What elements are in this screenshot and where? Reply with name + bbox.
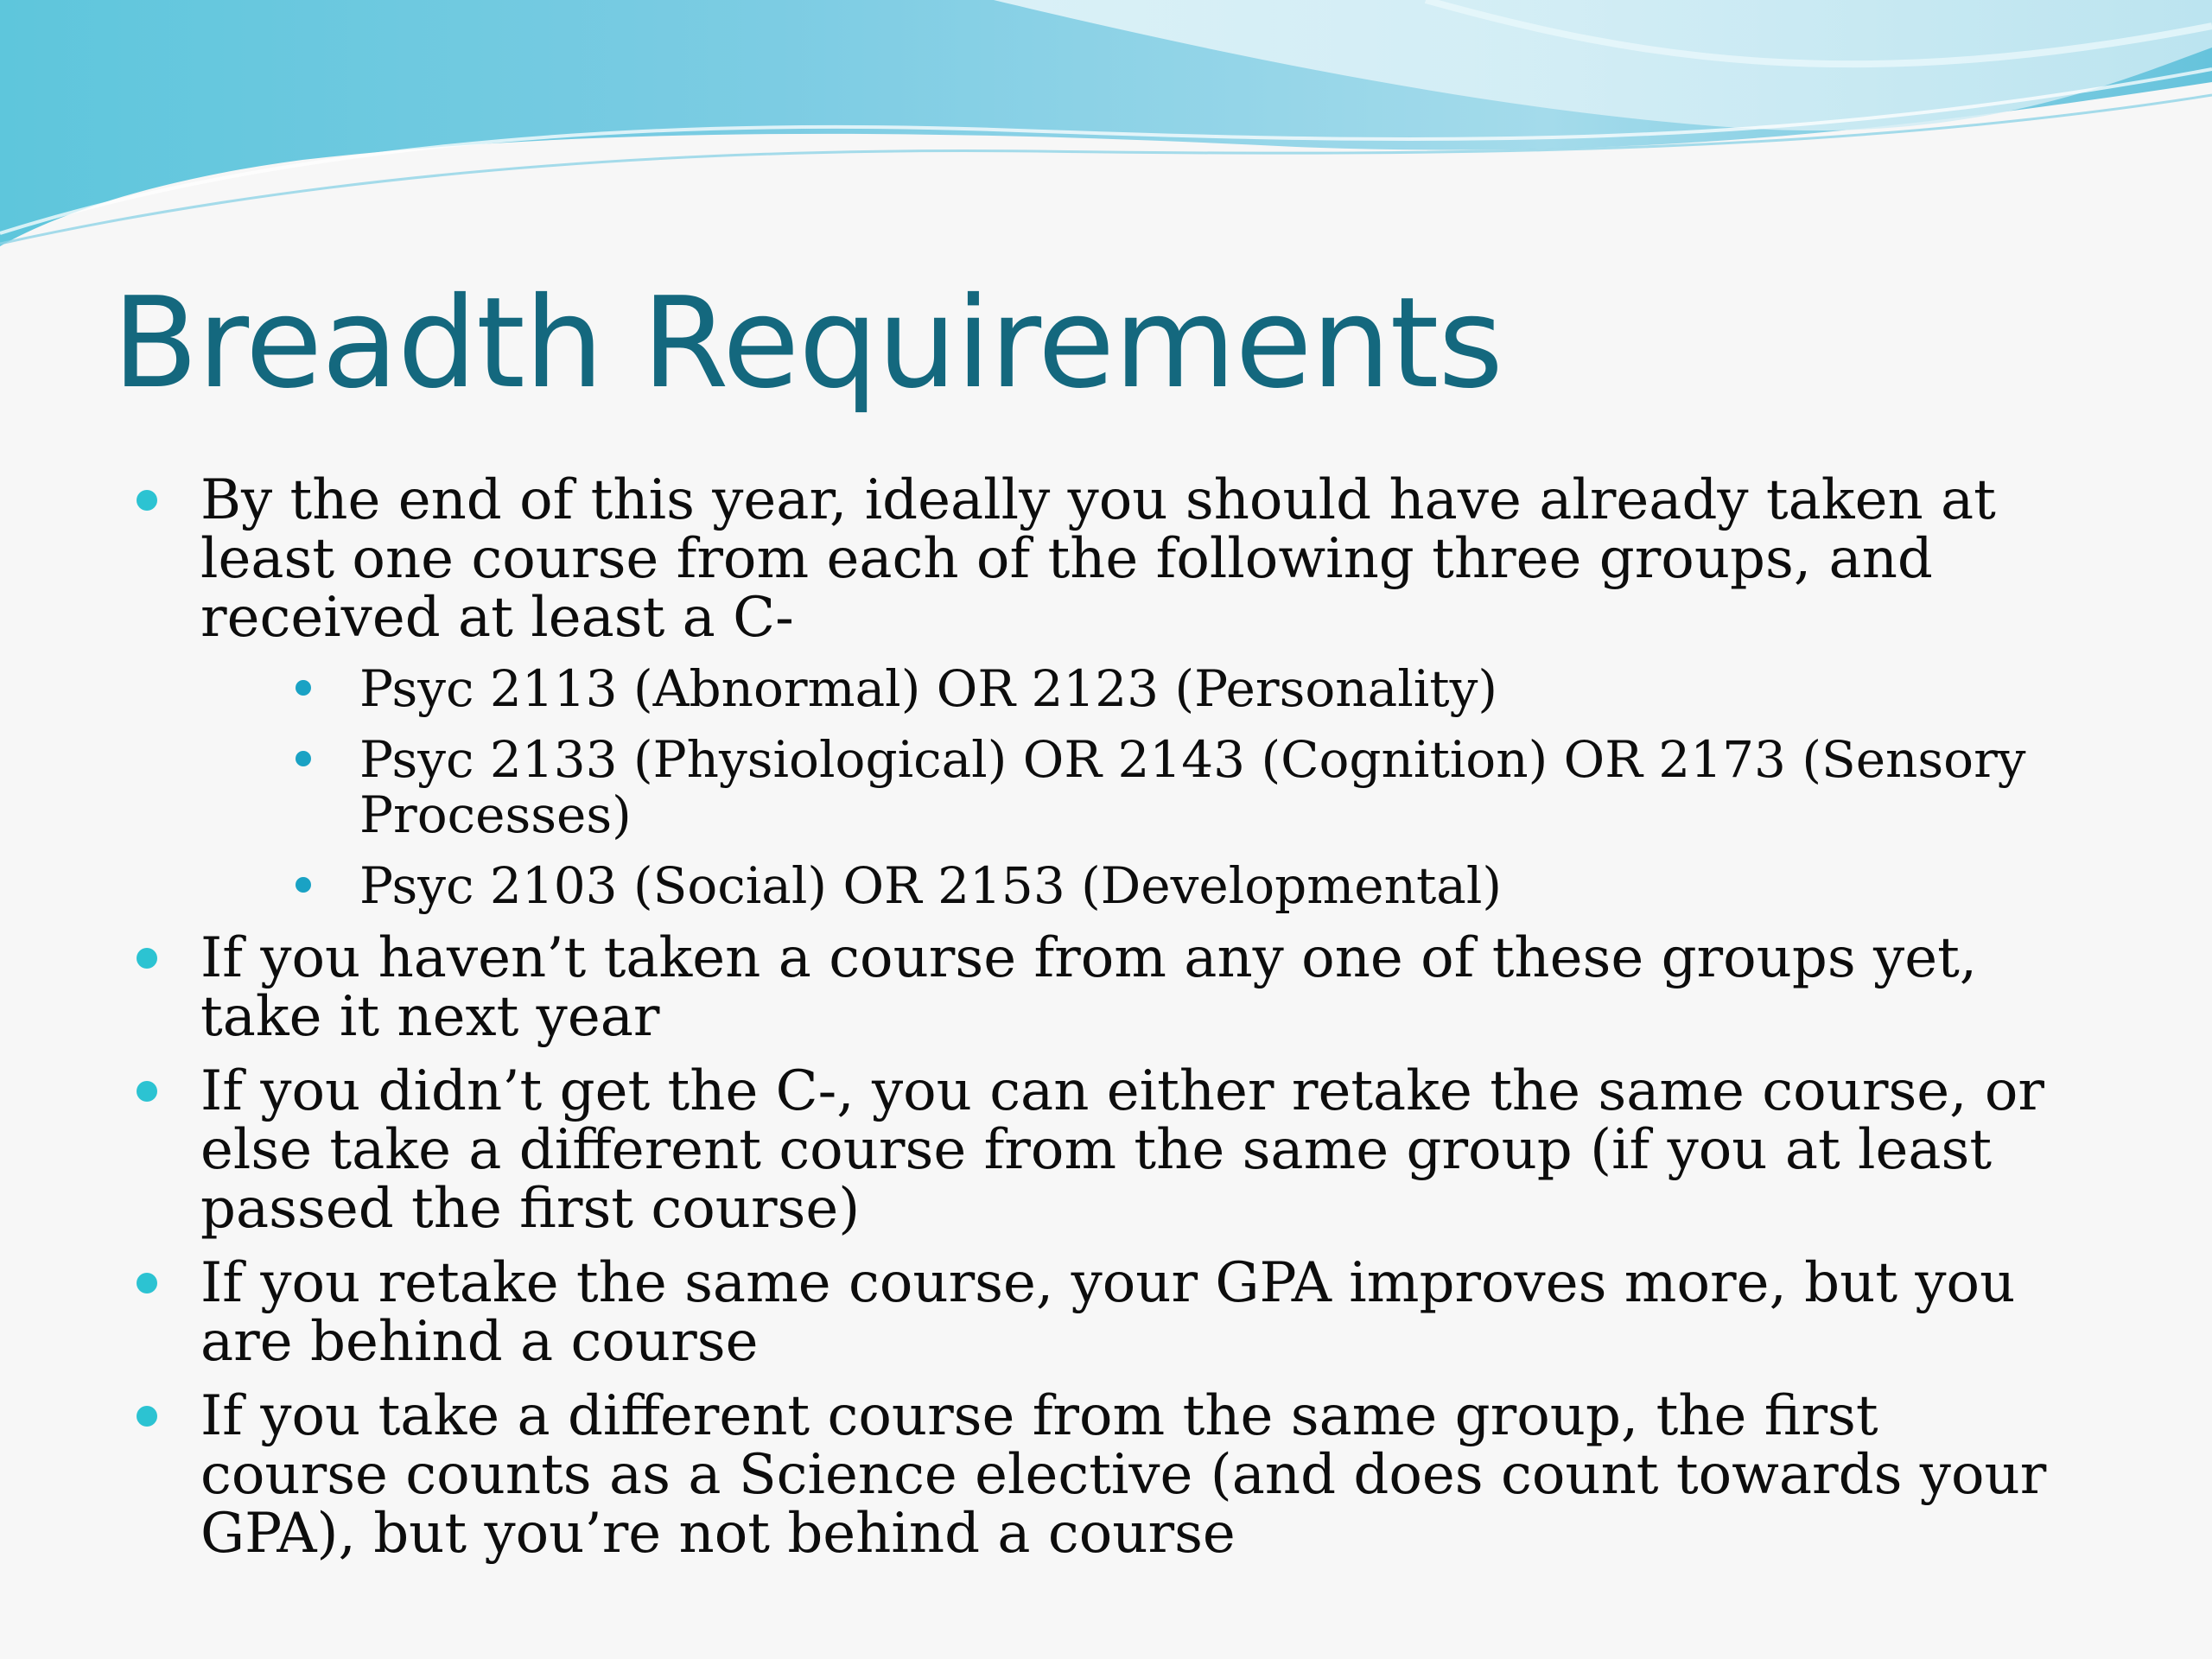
sub-bullet-dot-icon (296, 877, 311, 893)
sub-bullet-item (289, 732, 2082, 842)
sub-bullet-list (289, 661, 2082, 913)
bullet-item (130, 468, 2082, 915)
bullet-dot-icon (137, 1273, 157, 1294)
bullet-text: If you retake the same course, your GPA improves more, but you are behind a course (200, 1251, 2016, 1374)
bullet-text: By the end of this year, ideally you should have already taken at least one course from each of the following three groups, and received at least a C- (200, 468, 1996, 650)
sub-bullet-text: Psyc 2103 (Social) OR 2153 (Developmental) (359, 856, 1503, 915)
bullet-list (130, 468, 2082, 1566)
slide-body (130, 468, 2082, 1579)
bullet-dot-icon (137, 1081, 157, 1102)
bullet-text: If you take a different course from the same group, the first course counts as a Science elective (and does count towards your GPA), but you’re not behind a course (200, 1384, 2047, 1566)
bullet-item (130, 1251, 2082, 1374)
bullet-dot-icon (137, 1406, 157, 1427)
sub-bullet-item (289, 858, 2082, 913)
sub-bullet-dot-icon (296, 680, 311, 696)
header-wave-decoration (0, 0, 2212, 276)
bullet-item (130, 1059, 2082, 1241)
sub-bullet-item (289, 661, 2082, 716)
bullet-text: If you didn’t get the C-, you can either retake the same course, or else take a different course from the same group (if you at least passed the first course) (200, 1059, 2044, 1241)
bullet-item (130, 1384, 2082, 1566)
bullet-dot-icon (137, 948, 157, 969)
bullet-dot-icon (137, 490, 157, 511)
bullet-text: If you haven’t taken a course from any one of these groups yet, take it next year (200, 926, 1978, 1049)
bullet-item (130, 926, 2082, 1049)
sub-bullet-text: Psyc 2113 (Abnormal) OR 2123 (Personality) (359, 659, 1498, 718)
sub-bullet-text: Psyc 2133 (Physiological) OR 2143 (Cognition) OR 2173 (Sensory Processes) (359, 730, 2026, 844)
slide-title: Breadth Requirements (112, 270, 1503, 416)
sub-bullet-dot-icon (296, 751, 311, 766)
